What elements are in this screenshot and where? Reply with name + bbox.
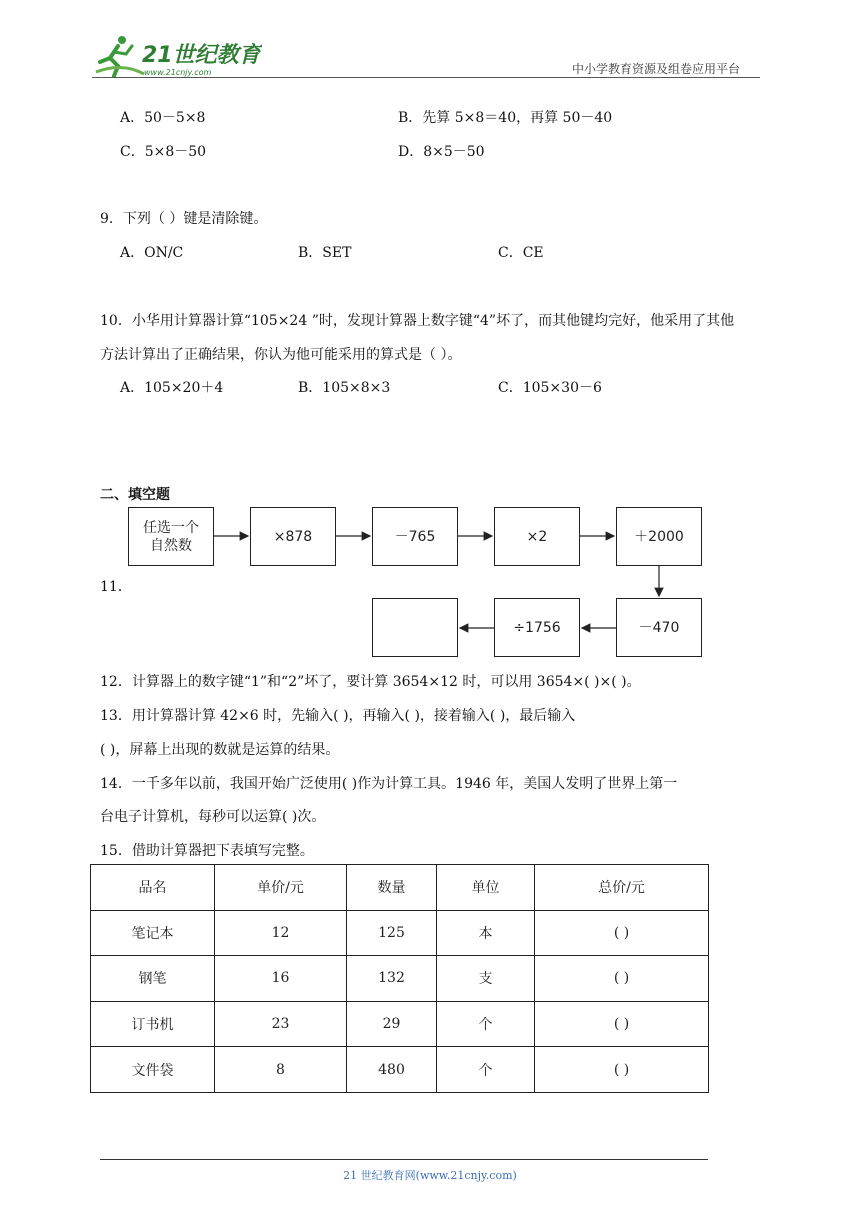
table-header-row xyxy=(91,865,709,911)
cell-unit: 本 xyxy=(437,910,535,956)
q9-option-a: A．ON/C xyxy=(120,245,184,261)
table-row xyxy=(91,956,709,1002)
q10-option-c: C．105×30－6 xyxy=(498,380,602,396)
cell-quantity: 125 xyxy=(347,910,437,956)
cell-unit: 个 xyxy=(437,1047,535,1093)
footer-link[interactable]: 21 世纪教育网(www.21cnjy.com) xyxy=(343,1169,517,1182)
footer-divider xyxy=(100,1159,708,1160)
flow-box-minus-765: －765 xyxy=(372,507,458,566)
cell-quantity: 480 xyxy=(347,1047,437,1093)
cell-quantity: 132 xyxy=(347,956,437,1002)
cell-unit-price: 16 xyxy=(215,956,347,1002)
cell-quantity: 29 xyxy=(347,1001,437,1047)
header-cell-name: 品名 xyxy=(91,865,215,911)
cell-name: 笔记本 xyxy=(91,910,215,956)
flow-box-multiply-878: ×878 xyxy=(250,507,336,566)
q10-option-b: B．105×8×3 xyxy=(298,380,391,396)
header-platform-text: 中小学教育资源及组卷应用平台 xyxy=(572,62,741,76)
site-logo xyxy=(92,32,262,80)
cell-unit: 支 xyxy=(437,956,535,1002)
q9-option-c: C．CE xyxy=(498,245,544,261)
cell-total-blank[interactable]: ( ) xyxy=(535,956,709,1002)
header-divider xyxy=(92,77,760,78)
cell-total-blank[interactable]: ( ) xyxy=(535,1047,709,1093)
cell-unit-price: 8 xyxy=(215,1047,347,1093)
q8-option-b: B．先算 5×8＝40，再算 50－40 xyxy=(398,110,613,126)
q13-line1: 13．用计算器计算 42×6 时，先输入( )，再输入( )，接着输入( )，最后输入 xyxy=(100,708,576,724)
section-title: 二、填空题 xyxy=(100,487,170,503)
flow-box-result-blank[interactable] xyxy=(372,598,458,657)
table-row xyxy=(91,910,709,956)
flow-box-start-line2: 自然数 xyxy=(150,537,192,554)
cell-unit-price: 12 xyxy=(215,910,347,956)
q15-text: 15．借助计算器把下表填写完整。 xyxy=(100,843,314,859)
q14-line1: 14．一千多年以前，我国开始广泛使用( )作为计算工具。1946 年，美国人发明了世界上第一 xyxy=(100,776,678,792)
table-row xyxy=(91,1047,709,1093)
q9-option-b: B．SET xyxy=(298,245,352,261)
q8-option-a: A．50－5×8 xyxy=(120,110,206,126)
q13-line2: ( )，屏幕上出现的数就是运算的结果。 xyxy=(100,742,340,758)
header-cell-total: 总价/元 xyxy=(535,865,709,911)
flow-box-start-line1: 任选一个 xyxy=(143,519,199,536)
running-figure-logo-icon xyxy=(92,32,262,80)
flow-box-multiply-2: ×2 xyxy=(494,507,580,566)
q10-stem-line2: 方法计算出了正确结果，你认为他可能采用的算式是（ ）。 xyxy=(100,347,462,363)
header-cell-unit: 单位 xyxy=(437,865,535,911)
table-row xyxy=(91,1001,709,1047)
price-table xyxy=(90,864,709,1093)
q9-stem: 9．下列（ ）键是清除键。 xyxy=(100,211,268,227)
q14-line2: 台电子计算机，每秒可以运算( )次。 xyxy=(100,809,326,825)
q8-option-c: C．5×8－50 xyxy=(120,144,207,160)
cell-total-blank[interactable]: ( ) xyxy=(535,1001,709,1047)
flow-box-minus-470: －470 xyxy=(616,598,702,657)
cell-unit-price: 23 xyxy=(215,1001,347,1047)
cell-total-blank[interactable]: ( ) xyxy=(535,910,709,956)
cell-unit: 个 xyxy=(437,1001,535,1047)
flow-box-start xyxy=(128,507,214,566)
cell-name: 文件袋 xyxy=(91,1047,215,1093)
cell-name: 订书机 xyxy=(91,1001,215,1047)
flow-box-plus-2000: ＋2000 xyxy=(616,507,702,566)
q8-option-d: D．8×5－50 xyxy=(398,144,485,160)
logo-text: 21世纪教育 xyxy=(142,43,261,68)
header-cell-unit-price: 单价/元 xyxy=(215,865,347,911)
header-cell-quantity: 数量 xyxy=(347,865,437,911)
q10-stem-line1: 10．小华用计算器计算“105×24 ”时，发现计算器上数字键“4”坏了，而其他键均完好，他采用了其他 xyxy=(100,313,735,329)
q12-text: 12．计算器上的数字键“1”和“2”坏了，要计算 3654×12 时，可以用 3654×( )×( )。 xyxy=(100,674,641,690)
flow-box-divide-1756: ÷1756 xyxy=(494,598,580,657)
cell-name: 钢笔 xyxy=(91,956,215,1002)
q11-number: 11． xyxy=(100,579,132,595)
logo-url-text: www.21cnjy.com xyxy=(144,68,212,77)
q10-option-a: A．105×20＋4 xyxy=(120,380,224,396)
